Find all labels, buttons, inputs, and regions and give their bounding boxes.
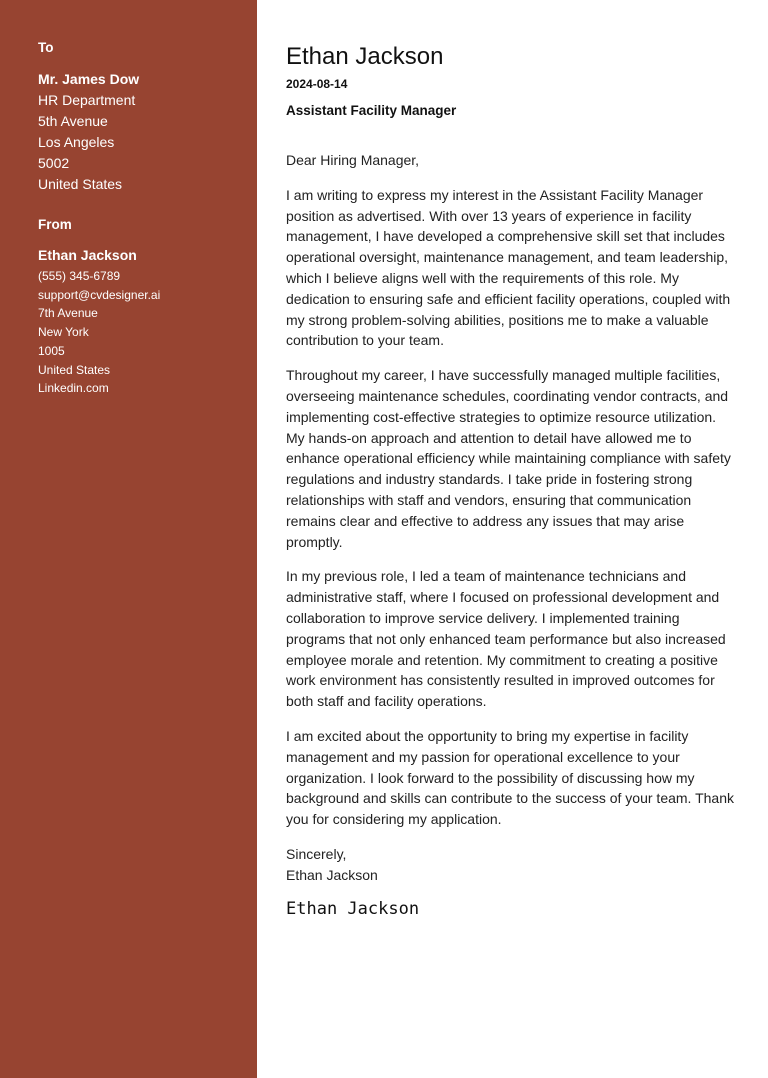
sender-postal-code: 1005 <box>38 343 65 358</box>
signature: Ethan Jackson <box>286 898 420 919</box>
sender-block <box>38 246 257 398</box>
sender-email[interactable]: support@cvdesigner.ai <box>38 287 161 302</box>
letter-paragraph: Throughout my career, I have successfully managed multiple facilities, overseeing maintenance schedules, coordinating vendor contracts, and implementing cost-effective strategies to optimize resource utilization. My hands-on approach and attention to detail have allowed me to enhance operational efficiency while maintaining compliance with safety regulations and industry standards. I take pride in fostering strong relationships with staff and vendors, ensuring that communication remains clear and effective to address any issues that may arise promptly. <box>286 367 731 550</box>
letter-body <box>286 42 736 920</box>
sender-phone: (555) 345-6789 <box>38 269 121 283</box>
recipient-postal-code: 5002 <box>38 155 70 171</box>
job-title: Assistant Facility Manager <box>286 103 457 118</box>
sender-name: Ethan Jackson <box>38 247 137 263</box>
sender-street: 7th Avenue <box>38 306 98 321</box>
sender-linkedin-link[interactable]: Linkedin.com <box>38 381 109 396</box>
recipient-country: United States <box>38 176 123 192</box>
recipient-street: 5th Avenue <box>38 113 108 129</box>
recipient-block <box>38 69 257 195</box>
sender-city: New York <box>38 325 89 340</box>
closing-name: Ethan Jackson <box>286 866 378 883</box>
recipient-name: Mr. James Dow <box>38 71 140 87</box>
letter-paragraph: In my previous role, I led a team of maintenance technicians and administrative staff, where I focused on professional development and collaboration to improve service delivery. I implemented training programs that not only enhanced team performance but also increased employee morale and retention. My commitment to creating a positive work environment has consistently resulted in improved outcomes for both staff and facility operations. <box>286 568 726 710</box>
closing-phrase: Sincerely, <box>286 845 347 862</box>
recipient-city: Los Angeles <box>38 134 115 150</box>
salutation: Dear Hiring Manager, <box>286 152 420 168</box>
author-name: Ethan Jackson <box>286 43 444 70</box>
recipient-department: HR Department <box>38 92 136 108</box>
from-heading: From <box>38 217 72 232</box>
closing-block <box>286 844 736 886</box>
to-heading: To <box>38 40 54 55</box>
sender-country: United States <box>38 362 111 377</box>
sidebar <box>0 0 257 1078</box>
letter-paragraph: I am writing to express my interest in the Assistant Facility Manager position as advertised. With over 13 years of experience in facility management, I have developed a comprehensive skill set that includes operational oversight, maintenance management, and team leadership, which I believe aligns well with the requirements of this role. My dedication to ensuring safe and efficient facility operations, coupled with my strong problem-solving abilities, positions me to make a valuable contribution to your team. <box>286 186 731 349</box>
letter-paragraph: I am excited about the opportunity to bring my expertise in facility management and my passion for operational excellence to your organization. I look forward to the possibility of discussing how my background and skills can contribute to the success of your team. Thank you for considering my application. <box>286 727 734 828</box>
letter-date: 2024-08-14 <box>286 77 348 91</box>
